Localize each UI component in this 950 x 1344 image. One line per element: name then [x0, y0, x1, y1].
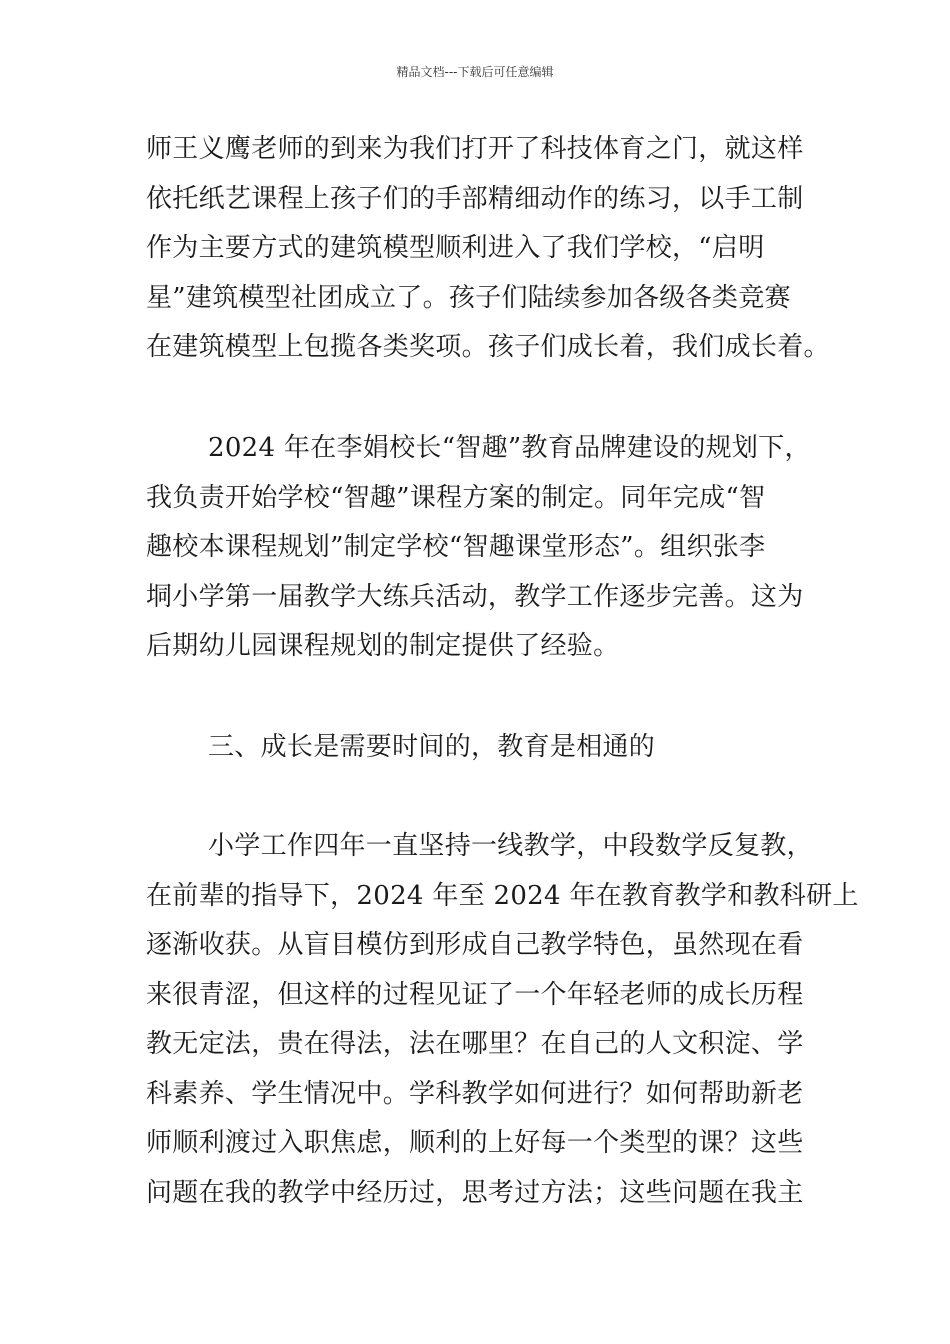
text-line: 趣校本课程规划”制定学校“智趣课堂形态”。组织张李 — [146, 532, 766, 562]
text-line: 教无定法，贵在得法，法在哪里？在自己的人文积淀、学 — [146, 1029, 804, 1059]
paragraph-2 — [146, 424, 811, 672]
text-line: 垌小学第一届教学大练兵活动，教学工作逐步完善。这为 — [146, 581, 804, 612]
text-line: 在建筑模型上包揽各类奖项。孩子们成长着，我们成长着。 — [146, 332, 830, 362]
section-heading — [146, 723, 811, 773]
text-line: 逐渐收获。从盲目模仿到形成自己教学特色，虽然现在看 — [146, 930, 804, 960]
text-line: 科素养、学生情况中。学科教学如何进行？如何帮助新老 — [146, 1078, 804, 1109]
text-line: 后期幼儿园课程规划的制定提供了经验。 — [146, 631, 620, 661]
paragraph-1 — [146, 125, 830, 373]
text-line: 2024 年在李娟校长“智趣”教育品牌建设的规划下， — [208, 433, 811, 463]
text-line: 在前辈的指导下，2024 年至 2024 年在教育教学和教科研上 — [146, 880, 859, 911]
text-line: 依托纸艺课程上孩子们的手部精细动作的练习，以手工制 — [146, 183, 804, 214]
text-line: 师顺利渡过入职焦虑，顺利的上好每一个类型的课？这些 — [146, 1128, 804, 1158]
text-line: 作为主要方式的建筑模型顺利进入了我们学校，“启明 — [146, 233, 765, 263]
paragraph-3 — [146, 822, 859, 1218]
text-line: 星”建筑模型社团成立了。孩子们陆续参加各级各类竞赛 — [146, 282, 791, 313]
text-line: 师王义鹰老师的到来为我们打开了科技体育之门，就这样 — [146, 134, 804, 164]
text-line: 来很青涩，但这样的过程见证了一个年轻老师的成长历程 — [146, 979, 804, 1010]
section-heading-text: 三、成长是需要时间的，教育是相通的 — [208, 732, 656, 762]
page-header: 精品文档---下载后可任意编辑 — [396, 65, 554, 79]
text-line: 我负责开始学校“智趣”课程方案的制定。同年完成“智 — [146, 482, 766, 513]
text-line: 小学工作四年一直坚持一线教学，中段数学反复教， — [208, 831, 813, 861]
text-line: 问题在我的教学中经历过，思考过方法；这些问题在我主 — [146, 1177, 804, 1208]
